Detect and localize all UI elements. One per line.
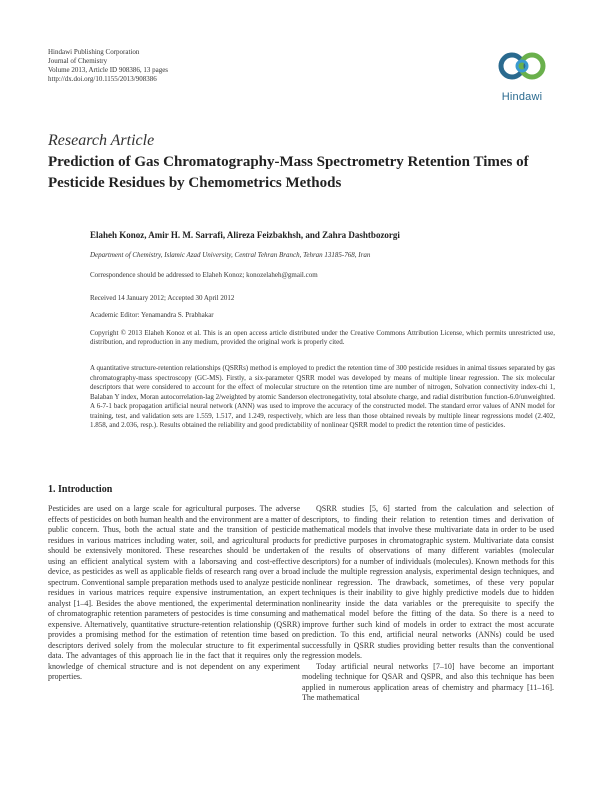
paragraph: Today artificial neural networks [7–10] have become an important modeling technique for QSAR and QSPR, and also this technique has been applied in numerous application areas of chemistry and pharmacy [11–16]. The mathematical [302, 661, 554, 702]
abstract: A quantitative structure-retention relationships (QSRRs) method is employed to predict the retention time of 300 pesticide residues in animal tissues separated by gas chromatography-mass spectroscopy (GC-MS). Firstly, a six-parameter QSRR model was developed by means of multiple linear regression. The six molecular descriptors that were considered to account for the effect of molecular structure on the retention time are number of nitrogen, Solvation connectivity index-chi 1, Balaban Y index, Moran autocorrelation-lag 2/weighted by atomic Sanderson electronegativity, total absolute charge, and radial distribution function-6.0/unweighted. A 6-7-1 back propagation artificial neural network (ANN) was used to improve the accuracy of the constructed model. The standard error values of ANN model for training, test, and validation sets are 1.559, 1.517, and 1.249, respectively, which are less than those obtained reveals by multiple linear regressions model (2.402, 1.858, and 2.036, resp.). Results obtained the reliability and good predictability of nonlinear QSRR model to predict the retention time of pesticides. [90, 364, 555, 429]
article-type: Research Article [48, 132, 155, 149]
copyright-notice: Copyright © 2013 Elaheh Konoz et al. This is an open access article distributed under the Creative Commons Attribution License, which permits unrestricted use, distribution, and reproduction in any medium, provided the original work is properly cited. [90, 329, 555, 346]
hindawi-wordmark: Hindawi [501, 91, 543, 103]
column-left [48, 504, 300, 683]
affiliation: Department of Chemistry, Islamic Azad University, Central Tehran Branch, Tehran 13185-768, Iran [90, 251, 371, 259]
column-right [302, 504, 554, 704]
academic-editor: Academic Editor: Yenamandra S. Prabhakar [90, 311, 214, 319]
article-title: Prediction of Gas Chromatography-Mass Spectrometry Retention Times of Pesticide Residues by Chemometrics Methods [48, 154, 529, 191]
volume-line: Volume 2013, Article ID 908386, 13 pages [48, 66, 169, 74]
paragraph: Pesticides are used on a large scale for agricultural purposes. The adverse effects of pesticides on both human health and the environment are a matter of public concern. Thus, both the actual state and the transition of pesticide residues in various matrices including water, soil, and agricultural products should be extensively monitored. These researches should be undertaken using an efficient analytical system with a laborsaving and cost-effective device, as pesticides as well as applicable fields of research rang over a broad spectrum. Conventional sample preparation methods used to analyze pesticide residues in various matrices require expensive instrumentation, an expert analyst [1–4]. Besides the above mentioned, the experimental determination of chromatographic retention parameters of pestocides is time consuming and expensive. Alternatively, quantitative structure-retention relationship (QSRR) provides a promising method for the estimation of retention time based on descriptors derived solely from the molecular structure to fit experimental data. The advantages of this approach lie in the fact that it requires only the knowledge of chemical structure and is not dependent on any experiment properties. [48, 504, 300, 681]
author-list: Elaheh Konoz, Amir H. M. Sarrafi, Alireza Feizbakhsh, and Zahra Dashtbozorgi [90, 230, 400, 240]
received-accepted-dates: Received 14 January 2012; Accepted 30 April 2012 [90, 294, 235, 302]
doi-link[interactable]: http://dx.doi.org/10.1155/2013/908386 [48, 75, 157, 83]
journal-name: Journal of Chemistry [48, 57, 108, 65]
correspondence: Correspondence should be addressed to Elaheh Konoz; konozelaheh@gmail.com [90, 271, 318, 279]
journal-meta [48, 48, 168, 84]
paragraph: QSRR studies [5, 6] started from the calculation and selection of descriptors, to finding their relation to retention times and derivation of mathematical models that involve these multivariate data in order to be used for predictive purposes in chromatographic system. Multivariate data consist of the results of observations of many different variables (molecular descriptors) for a number of individuals (molecules). Known methods for this include the multiple regression analysis, experimental design techniques, and nonlinear regression. The drawback, sometimes, of these very popular techniques is their inability to give highly predictive models due to hidden nonlinearity inside the data variables or the prerequisite to specify the mathematical model before the fitting of the data. So there is a need to improve further such kind of models in order to extract the most accurate prediction. To this end, artificial neural networks (ANNs) could be used successfully in QSRR studies providing better results than the conventional regression models. [302, 504, 554, 660]
publisher-name: Hindawi Publishing Corporation [48, 48, 140, 56]
section-heading-introduction: 1. Introduction [48, 484, 113, 495]
